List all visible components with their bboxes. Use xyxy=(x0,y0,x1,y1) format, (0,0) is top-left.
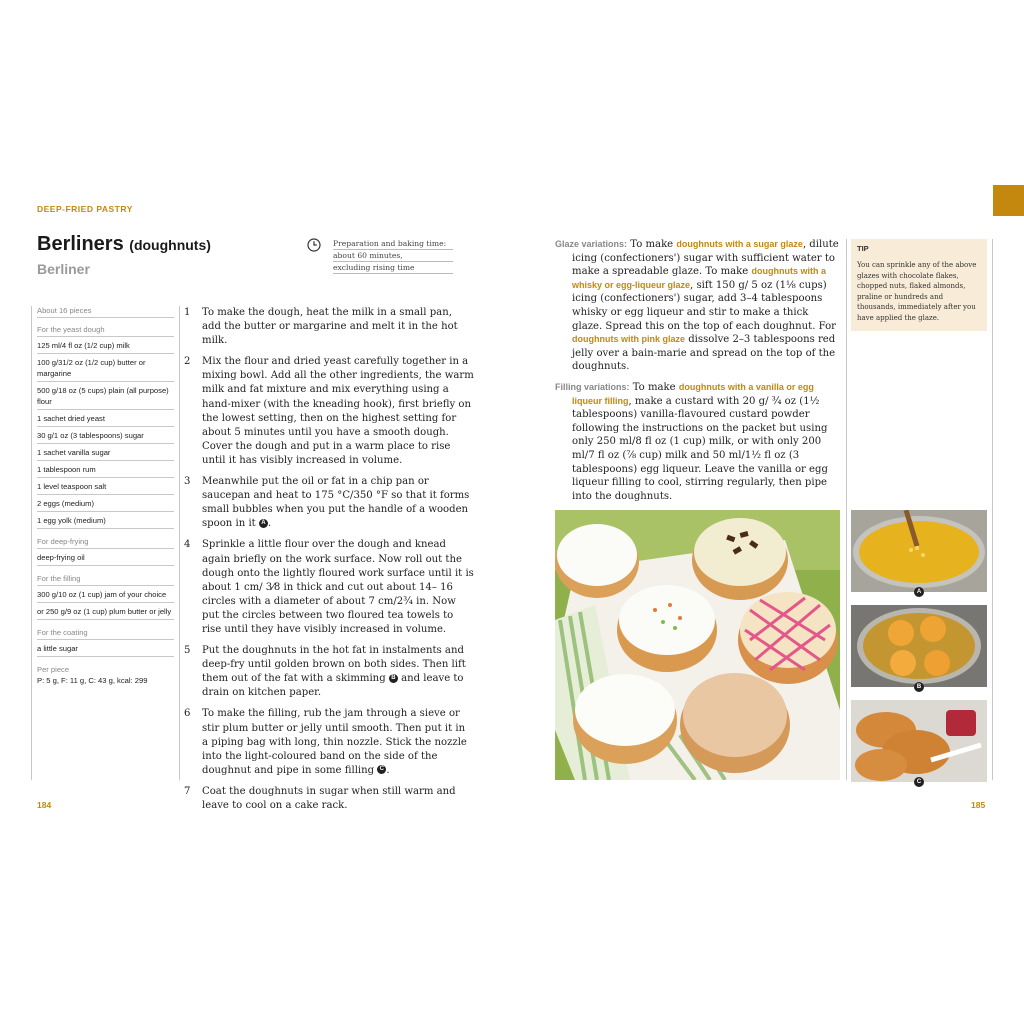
ingredient-item: 500 g/18 oz (5 cups) plain (all purpose) flour xyxy=(37,382,174,410)
step-photo-a-label: A xyxy=(914,587,924,597)
prep-time-line3: excluding rising time xyxy=(333,262,453,274)
step-number: 1 xyxy=(184,307,191,318)
ingredient-group-title: For deep-frying xyxy=(37,537,174,549)
ingredient-group-filling xyxy=(37,574,174,620)
column-divider xyxy=(179,306,180,780)
nutrition-title: Per piece xyxy=(37,665,70,674)
step-number: 4 xyxy=(184,539,191,551)
glaze-text: , sift 150 g/ 5 oz (1⅛ cups) icing (confectioners') sugar, add 3–4 tablespoons whisky or egg liqueur and stir to make a thick glaze. Spread this on the top of each doughnut. For xyxy=(572,279,836,332)
ingredient-item: 125 ml/4 fl oz (1/2 cup) milk xyxy=(37,337,174,354)
left-margin-rule xyxy=(31,306,32,780)
ingredient-item: deep-frying oil xyxy=(37,549,174,566)
filling-variations-label: Filling variations: xyxy=(555,381,630,392)
doughnuts-photo xyxy=(555,510,840,780)
step-number: 2 xyxy=(184,356,191,368)
ingredient-item: or 250 g/9 oz (1 cup) plum butter or jelly xyxy=(37,603,174,620)
recipe-title xyxy=(37,233,211,256)
nutrition-value: P: 5 g, F: 11 g, C: 43 g, kcal: 299 xyxy=(37,676,148,685)
right-margin-rule xyxy=(992,239,993,780)
glaze-variations-label: Glaze variations: xyxy=(555,239,628,249)
step-number: 3 xyxy=(184,476,191,488)
step-number: 7 xyxy=(184,785,191,797)
recipe-title-main: Berliners xyxy=(37,233,124,255)
ingredient-item: 1 tablespoon rum xyxy=(37,461,174,478)
step-number: 6 xyxy=(184,708,191,720)
step-text-wrap xyxy=(202,644,474,700)
ingredient-item: 300 g/10 oz (1 cup) jam of your choice xyxy=(37,586,174,603)
filling-highlight: doughnuts with a vanilla or egg liqueur filling xyxy=(572,381,814,406)
ingredient-item: 2 eggs (medium) xyxy=(37,495,174,512)
step-1 xyxy=(184,306,474,348)
ingredient-group-yeast-dough xyxy=(37,325,174,529)
step-2 xyxy=(184,355,474,468)
ingredient-item: 1 sachet dried yeast xyxy=(37,410,174,427)
page-number-left: 184 xyxy=(37,800,52,810)
step-photo-b-label: B xyxy=(914,682,924,692)
glaze-highlight: doughnuts with a sugar glaze xyxy=(676,239,803,249)
step-text: Mix the flour and dried yeast carefully together in a mixing bowl. Add all the other ingredients, the warm milk and fat mixture and mix everything using a hand-mixer (with the kneading hook), first briefly on the lowest setting, then on the highest setting for about 5 minutes until you have a smooth dough. Cover the dough and put in a warm place to rise until it has visibly increased in volume. xyxy=(202,356,474,466)
prep-time-line1: Preparation and baking time: xyxy=(333,238,453,250)
photo-ref-marker: B xyxy=(389,674,398,683)
ingredient-item: 30 g/1 oz (3 tablespoons) sugar xyxy=(37,427,174,444)
prep-time-line2: about 60 minutes, xyxy=(333,250,453,262)
photo-ref-marker: A xyxy=(259,519,268,528)
glaze-text: dissolve 2–3 tablespoons red jelly over a bain-marie and spread on the top of the doughnuts. xyxy=(572,334,836,373)
step-text: To make the dough, heat the milk in a small pan, add the butter or margarine and melt it in the hot milk. xyxy=(202,307,458,347)
chapter-tab-marker xyxy=(993,185,1024,216)
ingredient-group-deep-frying xyxy=(37,537,174,566)
step-photo-c xyxy=(851,700,987,782)
ingredient-item: 1 egg yolk (medium) xyxy=(37,512,174,529)
glaze-text: To make xyxy=(627,239,677,250)
step-text: To make the filling, rub the jam through a sieve or stir plum butter or jelly until smooth. Then put it in a piping bag with long, thin nozzle. Stick the nozzle into the light-coloured band on the side of the doughnut and pipe in some filling xyxy=(202,708,467,776)
ingredient-item: a little sugar xyxy=(37,640,174,657)
step-text: Coat the doughnuts in sugar when still warm and leave to cool on a cake rack. xyxy=(202,785,456,811)
glaze-variations xyxy=(555,238,840,374)
recipe-subtitle: Berliner xyxy=(37,261,90,277)
clock-icon xyxy=(307,238,321,252)
ingredient-group-title: For the coating xyxy=(37,628,174,640)
page-number-right: 185 xyxy=(971,800,986,810)
step-text-wrap xyxy=(202,707,474,777)
ingredient-item: 1 level teaspoon salt xyxy=(37,478,174,495)
step-3 xyxy=(184,475,474,531)
tip-text: You can sprinkle any of the above glazes with chocolate flakes, chopped nuts, flaked almonds, praline or hundreds and thousands, immediately after you have applied the glaze. xyxy=(857,261,977,322)
glaze-highlight: doughnuts with a whisky or egg-liqueur glaze xyxy=(572,266,826,290)
step-4 xyxy=(184,538,474,637)
recipe-title-paren: (doughnuts) xyxy=(129,237,211,253)
nutrition-info xyxy=(37,665,174,685)
step-photo-c-label: C xyxy=(914,777,924,787)
right-column-divider xyxy=(846,239,847,780)
step-6 xyxy=(184,707,474,777)
ingredients-list xyxy=(37,306,174,693)
filling-text: , make a custard with 20 g/ ¾ oz (1½ tablespoons) vanilla-flavoured custard powder following the instructions on the packet but using only 250 ml/8 fl oz (1 cup) milk, or with only 200 ml/7 fl oz (⅞ cup) milk and 50 ml/1½ fl oz (3 tablespoons) egg liqueur. Leave the vanilla or egg liqueur filling to cool, stirring regularly, then pipe into the doughnuts. xyxy=(572,395,828,502)
prep-time xyxy=(333,238,453,274)
filling-variations xyxy=(555,381,840,503)
step-photo-b xyxy=(851,605,987,687)
ingredient-item: 1 sachet vanilla sugar xyxy=(37,444,174,461)
step-photo-a xyxy=(851,510,987,592)
step-text: Sprinkle a little flour over the dough and knead again briefly on the work surface. Now roll out the dough onto the lightly floured work surface until it is about 1 cm/ 3⁄8 in thick and cut out about 14– 16 circles with a diameter of about 7 cm/2¾ in. Now put the circles between two floured tea towels to rise until they have visibly increased in volume. xyxy=(202,539,474,635)
ingredient-item: 100 g/31/2 oz (1/2 cup) butter or margarine xyxy=(37,354,174,382)
ingredient-group-coating xyxy=(37,628,174,657)
variations xyxy=(555,238,840,510)
ingredients-yield: About 16 pieces xyxy=(37,306,174,318)
glaze-text: , dilute icing (confectioners') sugar with sufficient water to make a spreadable glaze. To make xyxy=(572,239,839,278)
step-text-after: and leave to drain on kitchen paper. xyxy=(202,673,464,699)
step-text: Put the doughnuts in the hot fat in instalments and deep-fry until golden brown on both sides. Then lift them out of the fat with a skimming xyxy=(202,645,466,685)
photo-ref-marker: C xyxy=(377,765,386,774)
step-text: Meanwhile put the oil or fat in a chip pan or saucepan and heat to 175 °C/350 °F so that it forms small bubbles when you put the handle of a wooden spoon in it xyxy=(202,476,470,530)
step-text-wrap xyxy=(202,475,474,531)
step-text-after: . xyxy=(267,518,272,530)
step-7 xyxy=(184,785,474,813)
section-label: DEEP-FRIED PASTRY xyxy=(37,204,133,214)
step-text-after: . xyxy=(386,764,390,776)
step-number: 5 xyxy=(184,645,191,657)
ingredient-group-title: For the filling xyxy=(37,574,174,586)
glaze-highlight: doughnuts with pink glaze xyxy=(572,334,685,345)
step-5 xyxy=(184,644,474,700)
filling-text: To make xyxy=(629,381,679,393)
method-steps xyxy=(184,306,474,820)
ingredient-group-title: For the yeast dough xyxy=(37,325,174,337)
tip-title: TIP xyxy=(857,244,869,253)
tip-box xyxy=(851,239,987,331)
